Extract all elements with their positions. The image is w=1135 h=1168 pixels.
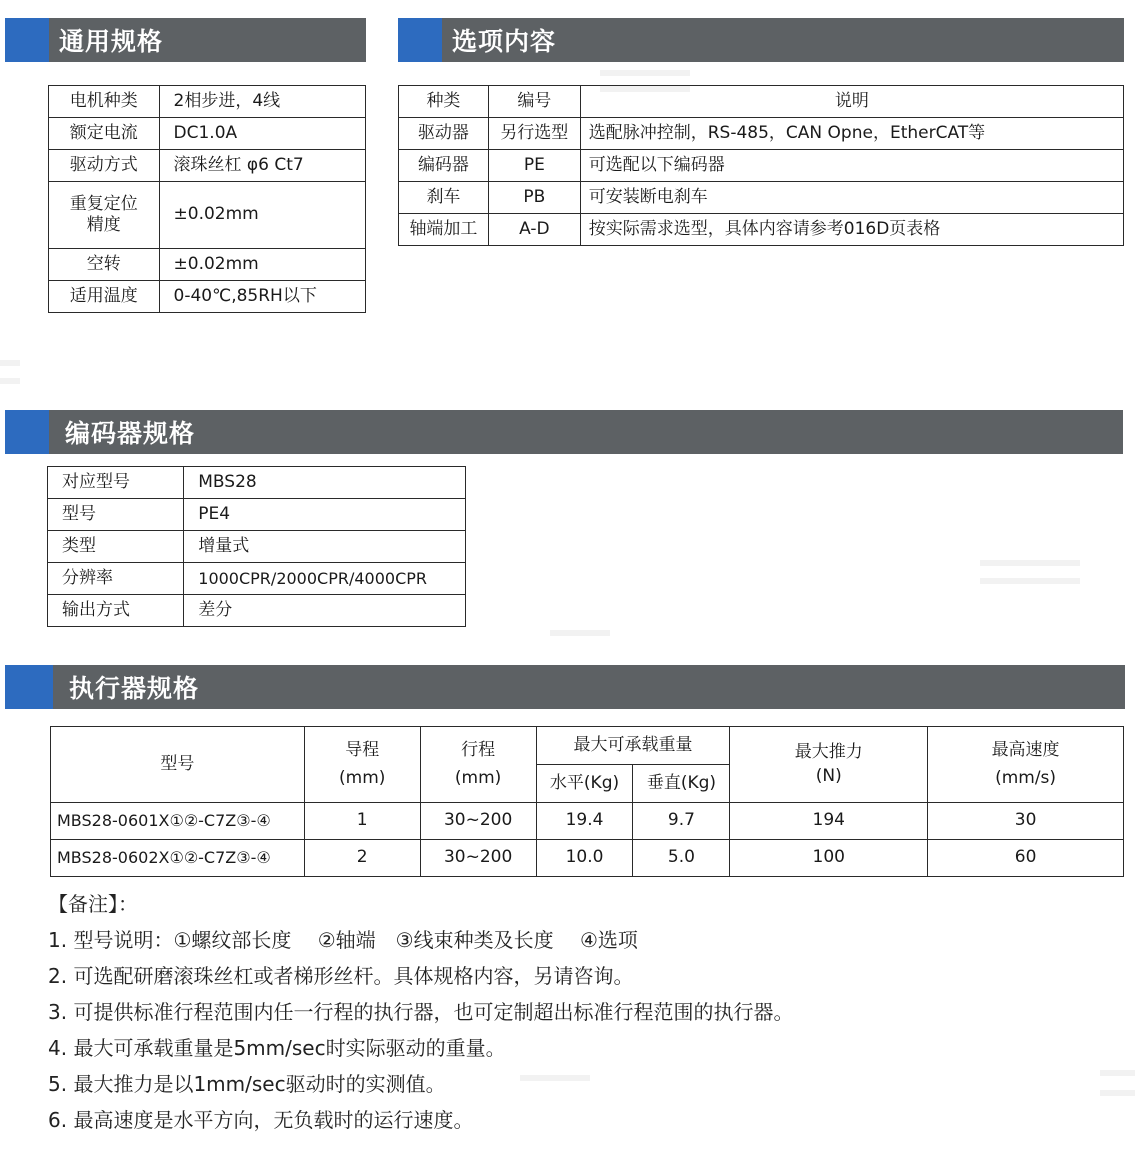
option-desc: 可选配以下编码器 <box>580 150 1123 182</box>
spec-value: 滚珠丝杠 φ6 Ct7 <box>159 150 365 182</box>
column-header-load: 最大可承载重量 <box>536 727 730 765</box>
spec-label: 电机种类 <box>49 86 160 118</box>
table-row <box>49 86 366 118</box>
option-desc: 选配脉冲控制，RS-485，CAN Opne，EtherCAT等 <box>580 118 1123 150</box>
table-row <box>48 467 466 499</box>
actuator-spec-table <box>50 726 1124 877</box>
spec-value: 0-40℃,85RH以下 <box>159 281 365 313</box>
table-row <box>48 595 466 627</box>
option-code: PE <box>488 150 580 182</box>
thrust-cell: 194 <box>730 803 928 840</box>
stroke-cell: 30~200 <box>420 840 536 877</box>
option-kind: 轴端加工 <box>399 214 489 246</box>
spec-label: 额定电流 <box>49 118 160 150</box>
table-row <box>399 182 1124 214</box>
lead-cell: 2 <box>304 840 420 877</box>
encoder-spec-header <box>5 410 1123 454</box>
column-header-model: 型号 <box>51 727 305 803</box>
note-item: 4. 最大可承载重量是5mm/sec时实际驱动的重量。 <box>48 1036 506 1060</box>
speed-cell: 30 <box>928 803 1124 840</box>
general-spec-header <box>5 18 366 62</box>
column-header: 种类 <box>399 86 489 118</box>
table-row <box>48 531 466 563</box>
encoder-value: PE4 <box>184 499 466 531</box>
encoder-label: 分辨率 <box>48 563 184 595</box>
table-row <box>49 118 366 150</box>
horizontal-cell: 10.0 <box>536 840 633 877</box>
encoder-spec-table <box>47 466 466 627</box>
speed-cell: 60 <box>928 840 1124 877</box>
actuator-spec-title: 执行器规格 <box>69 674 200 703</box>
spec-value: 2相步进，4线 <box>159 86 365 118</box>
actuator-spec-header <box>5 665 1125 709</box>
general-spec-table <box>48 85 366 313</box>
options-title: 选项内容 <box>452 27 557 56</box>
column-header-stroke: 行程 (mm) <box>420 727 536 803</box>
option-kind: 驱动器 <box>399 118 489 150</box>
option-code: A-D <box>488 214 580 246</box>
note-item: 2. 可选配研磨滚珠丝杠或者梯形丝杆。具体规格内容，另请咨询。 <box>48 964 634 988</box>
table-row <box>49 249 366 281</box>
options-table <box>398 85 1124 246</box>
table-row <box>49 150 366 182</box>
table-row <box>48 563 466 595</box>
note-item: 3. 可提供标准行程范围内任一行程的执行器，也可定制超出标准行程范围的执行器。 <box>48 1000 794 1024</box>
column-header-thrust: 最大推力 (N) <box>730 727 928 803</box>
option-desc: 可安装断电刹车 <box>580 182 1123 214</box>
table-row <box>51 840 1124 877</box>
spec-label: 重复定位 精度 <box>49 182 160 249</box>
spec-label: 适用温度 <box>49 281 160 313</box>
table-row <box>399 150 1124 182</box>
table-header-row <box>51 727 1124 765</box>
note-item: 6. 最高速度是水平方向，无负载时的运行速度。 <box>48 1108 474 1132</box>
encoder-spec-title: 编码器规格 <box>65 419 196 448</box>
model-cell: MBS28-0602X①②-C7Z③-④ <box>51 840 305 877</box>
note-item: 5. 最大推力是以1mm/sec驱动时的实测值。 <box>48 1072 446 1096</box>
column-header-horizontal: 水平(Kg) <box>536 765 633 803</box>
table-header-row <box>399 86 1124 118</box>
option-code: 另行选型 <box>488 118 580 150</box>
option-desc: 按实际需求选型，具体内容请参考016D页表格 <box>580 214 1123 246</box>
notes-heading: 【备注】： <box>48 892 138 916</box>
spec-value: ±0.02mm <box>159 249 365 281</box>
spec-label: 空转 <box>49 249 160 281</box>
spec-label: 驱动方式 <box>49 150 160 182</box>
vertical-cell: 9.7 <box>633 803 730 840</box>
table-row <box>49 182 366 249</box>
encoder-value: 增量式 <box>184 531 466 563</box>
column-header: 编号 <box>488 86 580 118</box>
option-code: PB <box>488 182 580 214</box>
stroke-cell: 30~200 <box>420 803 536 840</box>
note-item: 1. 型号说明：①螺纹部长度 ②轴端 ③线束种类及长度 ④选项 <box>48 928 638 952</box>
encoder-label: 型号 <box>48 499 184 531</box>
table-row <box>49 281 366 313</box>
options-header <box>398 18 1124 62</box>
lead-cell: 1 <box>304 803 420 840</box>
horizontal-cell: 19.4 <box>536 803 633 840</box>
column-header-speed: 最高速度 (mm/s) <box>928 727 1124 803</box>
encoder-value: MBS28 <box>184 467 466 499</box>
spec-value: DC1.0A <box>159 118 365 150</box>
encoder-label: 类型 <box>48 531 184 563</box>
encoder-value: 1000CPR/2000CPR/4000CPR <box>184 563 466 595</box>
notes-section <box>48 886 793 1138</box>
table-row <box>51 803 1124 840</box>
general-spec-title: 通用规格 <box>59 27 164 56</box>
spec-value: ±0.02mm <box>159 182 365 249</box>
encoder-value: 差分 <box>184 595 466 627</box>
column-header-vertical: 垂直(Kg) <box>633 765 730 803</box>
column-header-lead: 导程 (mm) <box>304 727 420 803</box>
table-row <box>399 118 1124 150</box>
table-row <box>399 214 1124 246</box>
column-header: 说明 <box>580 86 1123 118</box>
table-row <box>48 499 466 531</box>
vertical-cell: 5.0 <box>633 840 730 877</box>
thrust-cell: 100 <box>730 840 928 877</box>
option-kind: 编码器 <box>399 150 489 182</box>
encoder-label: 对应型号 <box>48 467 184 499</box>
option-kind: 刹车 <box>399 182 489 214</box>
model-cell: MBS28-0601X①②-C7Z③-④ <box>51 803 305 840</box>
encoder-label: 输出方式 <box>48 595 184 627</box>
